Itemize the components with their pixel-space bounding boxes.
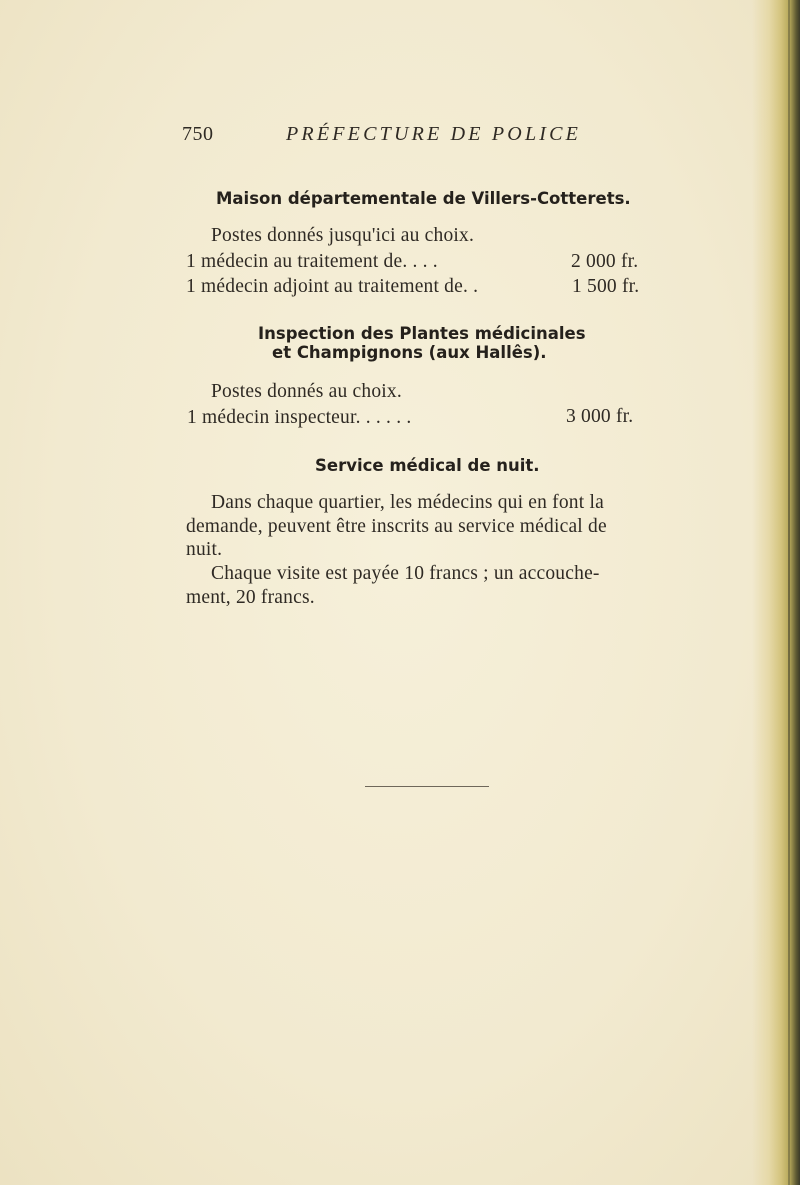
- paragraph-line: Dans chaque quartier, les médecins qui en font la: [211, 492, 604, 513]
- paragraph-line: demande, peuvent être inscrits au service médical de: [186, 516, 607, 537]
- position-row-amount: 3 000 fr.: [566, 406, 634, 427]
- section-heading-inspection-line1: Inspection des Plantes médicinales: [258, 324, 586, 343]
- closing-rule: [365, 786, 489, 787]
- position-row-label: 1 médecin adjoint au traitement de. .: [186, 276, 479, 297]
- section-heading-service-nuit: Service médical de nuit.: [315, 456, 540, 475]
- page-number: 750: [182, 123, 214, 145]
- running-head: [182, 121, 582, 147]
- section-intro: Postes donnés au choix.: [211, 381, 402, 402]
- binding-edge: [788, 0, 790, 1185]
- paragraph-line: ment, 20 francs.: [186, 587, 315, 608]
- section-heading-inspection-line2: et Champignons (aux Hallês).: [272, 343, 547, 362]
- page-edge-shadow: [752, 0, 800, 1185]
- section-intro: Postes donnés jusqu'ici au choix.: [211, 225, 475, 246]
- position-row-amount: 2 000 fr.: [571, 251, 639, 272]
- position-row-label: 1 médecin au traitement de. . . .: [186, 251, 438, 272]
- paragraph-line: nuit.: [186, 539, 223, 560]
- paragraph-line: Chaque visite est payée 10 francs ; un accouche-: [211, 563, 600, 584]
- section-heading-villers-cotterets: Maison départementale de Villers-Cotterets.: [216, 189, 631, 208]
- position-row-amount: 1 500 fr.: [572, 276, 640, 297]
- running-title: PRÉFECTURE DE POLICE: [286, 123, 582, 145]
- position-row-label: 1 médecin inspecteur. . . . . .: [187, 407, 412, 428]
